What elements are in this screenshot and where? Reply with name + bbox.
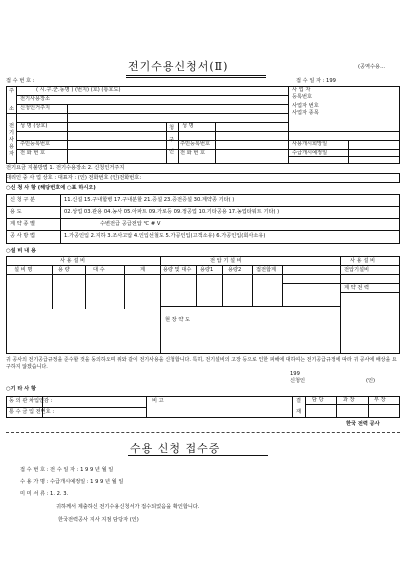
claimant-name: 성 명	[182, 123, 194, 129]
cut-line	[6, 432, 400, 433]
biz-label-4: 사업자 종목	[292, 110, 319, 116]
use-label: 용 도	[10, 209, 22, 215]
col-char-7: 자	[9, 151, 15, 157]
site-sketch-label: 현 장 약 도	[165, 317, 190, 323]
apply-type-label: 신 청 구 분	[10, 197, 35, 203]
approval-manager: 과 장	[343, 397, 355, 403]
title-underline	[126, 75, 266, 76]
company-name: 한국 전력 공사	[346, 421, 380, 427]
row-residence: 신청인거주지	[20, 105, 51, 111]
col-char-3: 전	[9, 123, 15, 129]
row-name: 성 명 (상호)	[20, 123, 48, 129]
equip-header-3: 사 용 설 비	[350, 258, 375, 264]
col-char-6: 용	[9, 144, 15, 150]
row-id: 주민등록번호	[20, 141, 51, 147]
usage-line: 전기요금 지불방법 1. 전기수용장소 2. 신청인거주지	[6, 165, 125, 171]
receipt-no-label: 접 수 번 호 :	[6, 78, 35, 84]
biz-label-3: 사업자 번호	[292, 103, 319, 109]
equip-sub-9: 전압기설비	[344, 267, 370, 273]
declaration: 귀 공사의 전기공급규정을 준수할 것을 동의하오며 위와 같이 전기사용을 신청합니다. 특히, 전기설비의 고장 등으로 인한 피해에 대하여는 전기공급규정에 따라 귀 공사에 배상을 요구하지 않겠습니다.	[6, 357, 397, 370]
mid-char-1: 청	[169, 125, 175, 131]
receipt-line-3: 미 미 서 류 : 1. 2. 3.	[20, 491, 69, 497]
section-etc: ○기 타 사 항	[6, 386, 36, 392]
form-title: 전기수용신청서(Ⅱ)	[128, 60, 229, 73]
start-date-label: 사용개시희망일	[292, 141, 328, 147]
section-apply: ○신 청 사 항 (해당번호에 ○표 하시오)	[6, 185, 96, 191]
decl-sign: 신청인	[290, 378, 306, 384]
equip-sub-10: 계 약 전 력	[344, 285, 369, 291]
equip-sub-2: 용 량	[58, 267, 70, 273]
form-note: (공역수용...	[358, 64, 386, 70]
contract-label: 계 약 종 별	[10, 221, 35, 227]
col-char-4: 기	[9, 130, 15, 136]
biz-label-1: 사 업 자	[292, 87, 311, 93]
etc-row-2: 통 수 금 입 전번호 :	[9, 409, 55, 415]
receipt-date-label: 접 수 일 자 : 199	[296, 78, 336, 84]
etc-remark: 비 고	[152, 398, 164, 404]
receipt-line-2: 수 용 가 명 : 수급개시예정일 : 1 9 9 년 월 일	[20, 479, 124, 485]
etc-row-1: 동 의 관 차입인감 :	[9, 398, 53, 404]
receipt-title: 수용 신청 접수증	[130, 442, 221, 455]
equip-header-2: 전 압 기 설 비	[210, 258, 242, 264]
equip-header-1: 사 용 설 비	[60, 258, 85, 264]
mid-char-2: 구	[169, 137, 175, 143]
receipt-line-1: 접 수 번 호 : 전 수 일 자 : 1 9 9 년 월 일	[20, 467, 114, 473]
equip-sub-5: 용량 및 대수	[163, 267, 192, 273]
equip-sub-4: 계	[140, 267, 146, 273]
row-use-place: 전기사용장소	[20, 96, 51, 102]
equip-sub-6: 용량1	[200, 267, 214, 273]
decl-date: 199	[290, 371, 300, 377]
approval-side-2: 재	[296, 409, 302, 415]
apply-type-vals: 11.신설 15.구내합병 17.구내분할 21.증설 23.증전증설 30.계약종 기타( )	[64, 197, 235, 203]
col-char-5: 사	[9, 137, 15, 143]
receipt-footer: 한국전력공사 지사 지점 담당자 (인)	[58, 517, 139, 523]
equip-sub-7: 용량2	[228, 267, 242, 273]
reason-line: 대리인 중 사 업 상호 : 대표자 : (인) 전화번호 (인)전화번호:	[6, 175, 142, 181]
supply-date-label: 수급개시예정일	[292, 150, 328, 156]
claimant-phone: 전 화 번 호	[180, 150, 205, 156]
supply-label: 공 사 방 법	[10, 233, 35, 239]
equip-sub-3: 대 수	[93, 267, 105, 273]
decl-seal: (인)	[366, 378, 376, 384]
approval-side-1: 결	[296, 398, 302, 404]
equip-sub-8: 접전합계	[256, 267, 277, 273]
use-vals: 02.상업 03.관용 04.농사 05.아파트 09.가로등 09.정공업 10.기타공용 17.농업타워트 기타( )	[64, 209, 280, 215]
approval-staff: 담 당	[312, 397, 324, 403]
equip-sub-1: 설 비 명	[14, 267, 33, 273]
biz-label-2: 등록번호	[292, 94, 313, 100]
supply-vals: 1.가공인입 2.지하 3.조사고압 4.인입선철도 5.가공인입(고객소유) 6.가공인입(회사소유)	[64, 233, 266, 239]
claimant-id: 주민등록번호	[180, 141, 211, 147]
mid-char-3: 인	[169, 149, 175, 155]
col-char-1: 주	[9, 88, 15, 94]
contract-vals: 수변전급 공급전압 ℃ # V	[100, 221, 161, 227]
address-row: ( 시.구.군.동명 ) (번지) (호) (통호도)	[36, 87, 121, 93]
receipt-notice: 귀하께서 제출하신 전기수용신청서가 접수되었음을 확인합니다.	[56, 504, 200, 510]
section-equipment: ○설 비 내 용	[6, 248, 36, 254]
col-char-2: 소	[9, 106, 15, 112]
approval-director: 부 장	[374, 397, 386, 403]
row-phone: 전 화 번 호	[20, 150, 45, 156]
